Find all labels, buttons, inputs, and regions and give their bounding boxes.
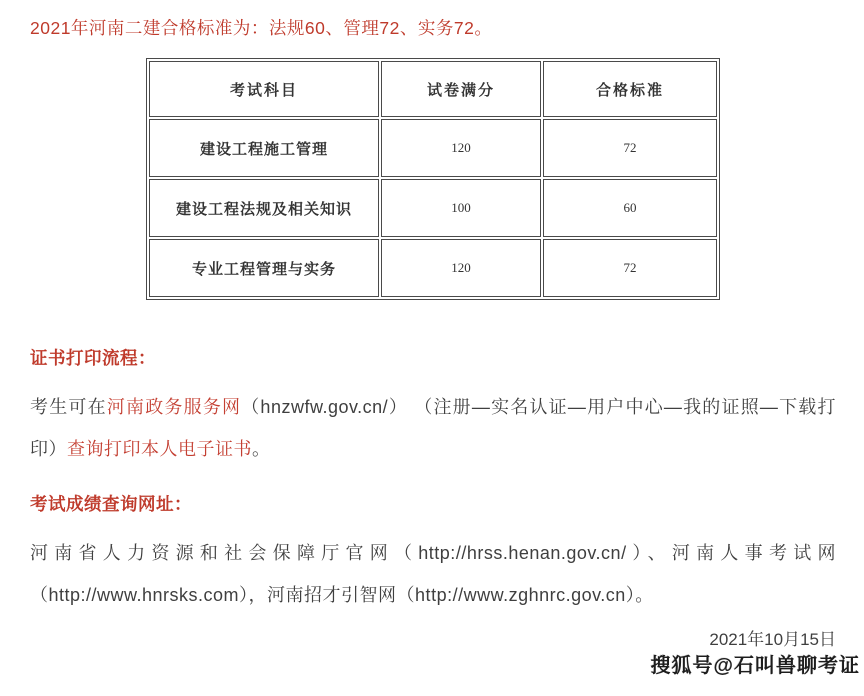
full-score-cell: 100 xyxy=(381,179,541,237)
score-query-paragraph: 河南省人力资源和社会保障厅官网（http://hrss.henan.gov.cn/）、河南人事考试网（http://www.hnrsks.com），河南招才引智网（http://www.zghnrc.gov.cn）。 xyxy=(30,543,836,605)
cert-text-prefix: 考生可在 xyxy=(30,397,107,417)
column-header-pass-score: 合格标准 xyxy=(543,61,717,117)
subject-cell: 建设工程法规及相关知识 xyxy=(149,179,379,237)
table-row xyxy=(149,119,717,177)
page-title: 2021年河南二建合格标准为：法规60、管理72、实务72。 xyxy=(30,18,493,38)
score-query-heading: 考试成绩查询网址： xyxy=(30,494,192,514)
cert-print-heading: 证书打印流程： xyxy=(30,348,156,368)
sohu-account-watermark: 搜狐号@石叫兽聊考证 xyxy=(650,655,860,677)
pass-score-cell: 72 xyxy=(543,119,717,177)
cert-text-suffix: 。 xyxy=(252,439,271,459)
column-header-subject: 考试科目 xyxy=(149,61,379,117)
subject-cell: 建设工程施工管理 xyxy=(149,119,379,177)
pass-score-table xyxy=(146,58,720,300)
gov-service-site-link[interactable]: 河南政务服务网 xyxy=(106,397,242,417)
query-print-cert-link[interactable]: 查询打印本人电子证书 xyxy=(67,439,252,459)
column-header-full-score: 试卷满分 xyxy=(381,61,541,117)
table-row xyxy=(149,239,717,297)
article-footer xyxy=(30,628,860,678)
pass-score-cell: 72 xyxy=(543,239,717,297)
full-score-cell: 120 xyxy=(381,239,541,297)
table-row xyxy=(149,179,717,237)
subject-cell: 专业工程管理与实务 xyxy=(149,239,379,297)
table-header-row xyxy=(149,61,717,117)
cert-print-paragraph xyxy=(30,386,836,470)
publish-date: 2021年10月15日 xyxy=(709,630,836,649)
full-score-cell: 120 xyxy=(381,119,541,177)
cert-text-mid: （hnzwfw.gov.cn/） （注册—实名认证—用户中心—我的证照—下载打印） xyxy=(30,397,837,459)
pass-score-cell: 60 xyxy=(543,179,717,237)
